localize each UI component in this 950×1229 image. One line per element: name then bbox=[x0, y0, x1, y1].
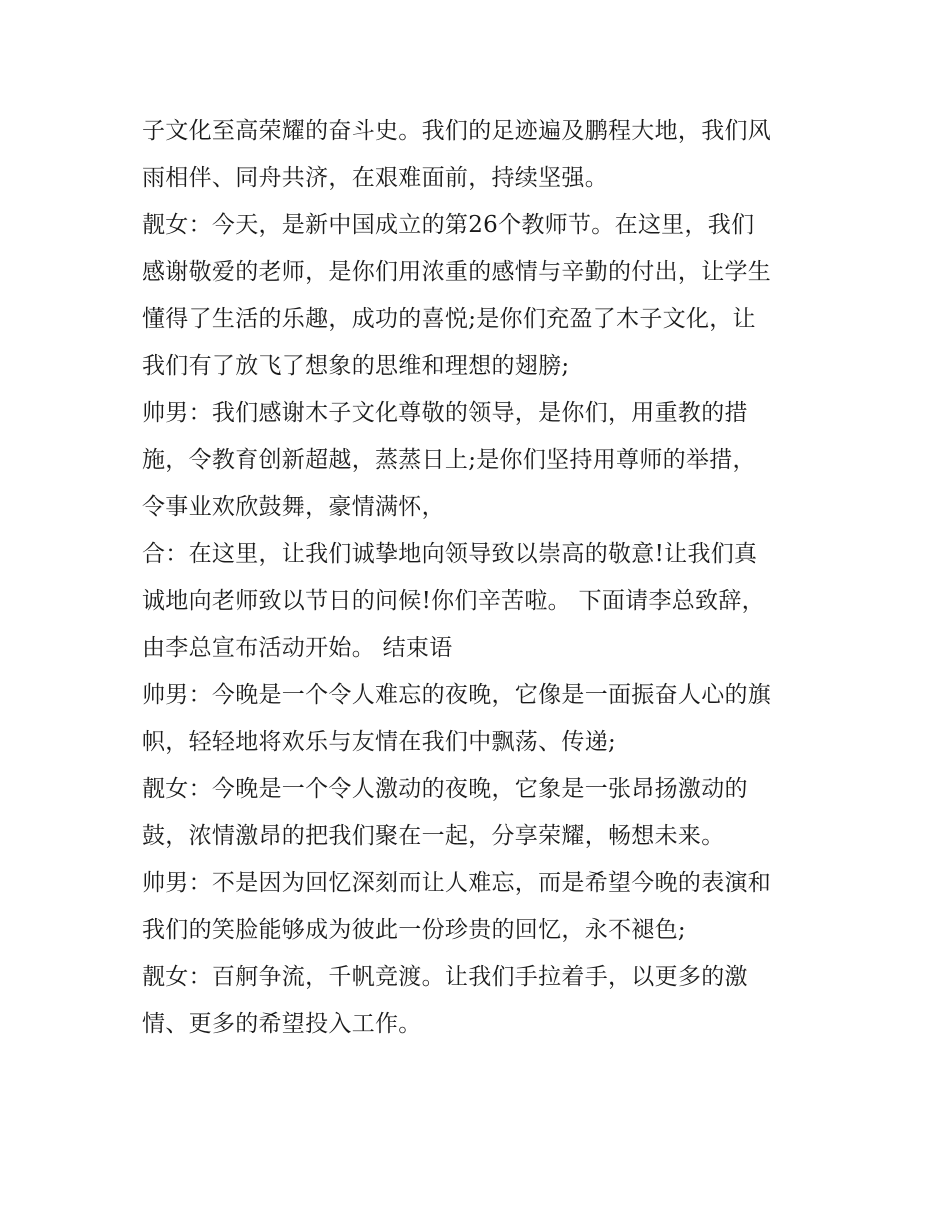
text-line: 诚地向老师致以节日的问候!你们辛苦啦。 下面请李总致辞， bbox=[142, 588, 765, 614]
text-line: 合：在这里，让我们诚挚地向领导致以崇高的敬意!让我们真 bbox=[142, 541, 758, 567]
text-line: 我们有了放飞了想象的思维和理想的翅膀; bbox=[142, 353, 570, 379]
text-line: 帜，轻轻地将欢乐与友情在我们中飘荡、传递; bbox=[142, 729, 617, 755]
text-line: 令事业欢欣鼓舞，豪情满怀， bbox=[142, 494, 445, 520]
text-line: 懂得了生活的乐趣，成功的喜悦;是你们充盈了木子文化，让 bbox=[142, 306, 756, 332]
text-line: 帅男：不是因为回忆深刻而让人难忘，而是希望今晚的表演和 bbox=[142, 870, 772, 896]
document-body bbox=[142, 108, 822, 1048]
text-line: 靓女：百舸争流，千帆竞渡。让我们手拉着手，以更多的激 bbox=[142, 964, 748, 990]
text-line: 情、更多的希望投入工作。 bbox=[142, 1011, 422, 1037]
text-line: 感谢敬爱的老师，是你们用浓重的感情与辛勤的付出，让学生 bbox=[142, 259, 772, 285]
text-line: 鼓，浓情激昂的把我们聚在一起，分享荣耀，畅想未来。 bbox=[142, 823, 725, 849]
text-line: 雨相伴、同舟共济，在艰难面前，持续坚强。 bbox=[142, 165, 608, 191]
text-line: 靓女：今晚是一个令人激动的夜晚，它象是一张昂扬激动的 bbox=[142, 776, 748, 802]
text-line: 子文化至高荣耀的奋斗史。我们的足迹遍及鹏程大地，我们风 bbox=[142, 118, 772, 144]
text-line: 我们的笑脸能够成为彼此一份珍贵的回忆，永不褪色; bbox=[142, 917, 686, 943]
text-line: 施，令教育创新超越，蒸蒸日上;是你们坚持用尊师的举措， bbox=[142, 447, 756, 473]
text-line: 由李总宣布活动开始。 结束语 bbox=[142, 635, 453, 661]
text-line: 帅男：今晚是一个令人难忘的夜晚，它像是一面振奋人心的旗 bbox=[142, 682, 772, 708]
text-line: 靓女：今天，是新中国成立的第26个教师节。在这里，我们 bbox=[142, 212, 755, 238]
text-line: 帅男：我们感谢木子文化尊敬的领导，是你们，用重教的措 bbox=[142, 400, 748, 426]
